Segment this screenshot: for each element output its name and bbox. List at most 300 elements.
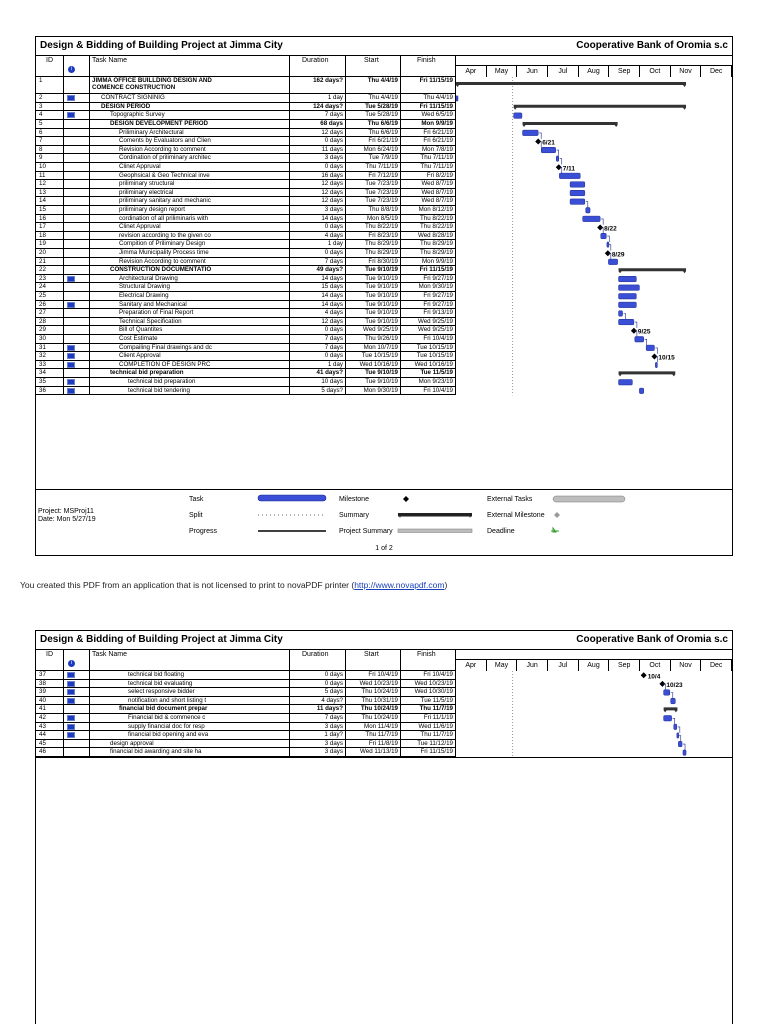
task-duration: 14 days [290, 292, 346, 301]
task-bar[interactable] [523, 130, 539, 136]
task-id: 31 [36, 344, 64, 353]
table-row[interactable] [36, 172, 456, 181]
task-bar[interactable] [556, 156, 558, 162]
task-id: 27 [36, 309, 64, 318]
indicator-cell [64, 326, 90, 335]
task-finish: Thu 11/7/19 [401, 731, 456, 740]
task-bar[interactable] [677, 733, 679, 739]
task-duration: 3 days [290, 723, 346, 732]
table-row[interactable] [36, 748, 456, 757]
task-bar[interactable] [583, 216, 600, 222]
milestone-label: 10/4 [647, 673, 661, 681]
task-finish: Fri 9/27/19 [401, 301, 456, 310]
task-duration: 1 day? [290, 731, 346, 740]
task-bar[interactable] [674, 724, 677, 730]
table-row[interactable] [36, 671, 456, 680]
task-name [90, 723, 290, 732]
task-name-line: design approval [110, 739, 154, 747]
novapdf-notice: You created this PDF from an application that is not licensed to print to novaPDF printer (http://www.novapdf.com) [20, 580, 448, 590]
task-duration: 14 days [290, 275, 346, 284]
indicator-cell [64, 748, 90, 757]
task-name [90, 378, 290, 387]
empty-area-divider [36, 757, 732, 758]
task-name-line: Revision According to comment [119, 145, 206, 153]
table-row[interactable] [36, 714, 456, 723]
task-name [90, 301, 290, 310]
legend-progress: Progress [189, 528, 218, 535]
table-row[interactable] [36, 129, 456, 138]
legend-summary: Summary [339, 512, 369, 519]
task-finish: Fri 10/4/19 [401, 335, 456, 344]
milestone-label: 7/11 [562, 165, 576, 173]
task-start: Thu 8/22/19 [346, 223, 401, 232]
col-finish-2: Finish [401, 649, 456, 671]
task-name-line: Technical Specification [119, 317, 182, 325]
task-id: 43 [36, 723, 64, 732]
task-finish: Tue 10/15/19 [401, 352, 456, 361]
task-id: 28 [36, 318, 64, 327]
legend-project-summary: Project Summary [339, 528, 393, 535]
task-name [90, 111, 290, 120]
task-finish: Mon 7/8/19 [401, 146, 456, 155]
month-aug: Aug [579, 66, 610, 77]
table-row[interactable] [36, 189, 456, 198]
info-icon: i [68, 66, 75, 73]
indicator-cell [64, 258, 90, 267]
table-row[interactable] [36, 137, 456, 146]
table-row[interactable] [36, 215, 456, 224]
task-name-line: Clinet Appruval [119, 163, 161, 170]
task-name [90, 197, 290, 206]
task-finish: Thu 8/22/19 [401, 215, 456, 224]
indicator-cell [64, 292, 90, 301]
table-row[interactable] [36, 240, 456, 249]
task-bar[interactable] [646, 345, 654, 351]
task-bar[interactable] [655, 362, 657, 368]
table-row[interactable] [36, 680, 456, 689]
task-finish: Thu 7/11/19 [401, 163, 456, 172]
task-bar[interactable] [683, 750, 686, 756]
table-row[interactable] [36, 387, 456, 396]
task-name-line: Architectural Drawing [119, 274, 178, 282]
table-row[interactable] [36, 266, 456, 275]
task-finish: Fri 11/15/19 [401, 266, 456, 275]
task-id: 26 [36, 301, 64, 310]
table-row[interactable] [36, 77, 456, 94]
task-name-line: Revision According to comment [119, 257, 206, 265]
task-start: Thu 10/31/19 [346, 697, 401, 706]
task-name [90, 240, 290, 249]
task-name-line: technical bid evaluating [128, 679, 193, 687]
table-row[interactable] [36, 318, 456, 327]
task-id: 9 [36, 154, 64, 163]
table-row[interactable] [36, 103, 456, 112]
task-duration: 0 days [290, 326, 346, 335]
task-duration: 7 days [290, 344, 346, 353]
indicator-cell [64, 697, 90, 706]
task-id: 17 [36, 223, 64, 232]
indicator-cell [64, 206, 90, 215]
table-row[interactable] [36, 275, 456, 284]
task-finish: Wed 9/25/19 [401, 318, 456, 327]
month-sep: Sep [609, 66, 640, 77]
task-id: 25 [36, 292, 64, 301]
table-row[interactable] [36, 369, 456, 378]
table-row[interactable] [36, 378, 456, 387]
task-start: Mon 8/5/19 [346, 215, 401, 224]
table-row[interactable] [36, 352, 456, 361]
task-start: Tue 7/23/19 [346, 197, 401, 206]
dependency-arrow [671, 693, 673, 699]
note-icon [67, 353, 75, 359]
indicator-cell [64, 309, 90, 318]
task-bar[interactable] [619, 311, 623, 317]
dependency-arrow [586, 202, 588, 208]
task-name-line: JIMMA OFFICE BUILLDING DESIGN AND [92, 77, 212, 84]
task-bar[interactable] [639, 388, 643, 394]
table-row[interactable] [36, 697, 456, 706]
task-start: Tue 5/28/19 [346, 103, 401, 112]
table-row[interactable] [36, 146, 456, 155]
table-row[interactable] [36, 163, 456, 172]
table-row[interactable] [36, 232, 456, 241]
task-bar[interactable] [635, 337, 644, 343]
table-row[interactable] [36, 361, 456, 370]
indicator-cell [64, 172, 90, 181]
task-name-line: technical bid preparation [128, 378, 196, 385]
task-id: 30 [36, 335, 64, 344]
task-name [90, 77, 290, 94]
task-name [90, 283, 290, 292]
note-icon [67, 345, 75, 351]
task-duration: 11 days [290, 146, 346, 155]
summary-bar[interactable] [664, 707, 678, 712]
task-name-line: Structural Drawing [119, 283, 170, 291]
task-bar[interactable] [619, 380, 633, 386]
table-row[interactable] [36, 120, 456, 129]
gantt-bars [456, 77, 732, 482]
indicator-cell [64, 352, 90, 361]
table-row[interactable] [36, 206, 456, 215]
task-name-line: Coments by Evaluators and Clien [119, 137, 211, 145]
month-oct: Oct [640, 66, 671, 77]
task-bar[interactable] [456, 96, 458, 102]
summary-bar[interactable] [619, 268, 686, 273]
task-bar[interactable] [559, 173, 580, 179]
task-start: Tue 9/10/19 [346, 318, 401, 327]
task-start: Thu 10/24/19 [346, 714, 401, 723]
table-row[interactable] [36, 283, 456, 292]
task-bar[interactable] [514, 113, 522, 119]
task-duration: 16 days [290, 172, 346, 181]
project-title-2: Design & Bidding of Building Project at Jimma City [40, 634, 283, 645]
task-start: Tue 9/10/19 [346, 266, 401, 275]
task-finish: Mon 9/23/19 [401, 378, 456, 387]
dependency-arrow [683, 744, 685, 750]
table-row[interactable] [36, 249, 456, 258]
table-row[interactable] [36, 154, 456, 163]
task-duration: 41 days? [290, 369, 346, 378]
task-name [90, 249, 290, 258]
task-finish: Wed 8/7/19 [401, 189, 456, 198]
dependency-arrow [539, 133, 541, 139]
task-bar[interactable] [601, 233, 607, 239]
task-id: 19 [36, 240, 64, 249]
table-row[interactable] [36, 111, 456, 120]
indicator-cell [64, 111, 90, 120]
milestone-diamond[interactable] [641, 672, 647, 678]
task-start: Thu 4/4/19 [346, 77, 401, 94]
task-start: Mon 10/7/19 [346, 344, 401, 353]
task-bar[interactable] [586, 208, 590, 214]
task-start: Thu 8/29/19 [346, 240, 401, 249]
table-row[interactable] [36, 309, 456, 318]
task-finish: Fri 9/27/19 [401, 275, 456, 284]
task-bar[interactable] [570, 190, 585, 196]
table-row[interactable] [36, 344, 456, 353]
task-bar[interactable] [619, 319, 634, 325]
task-finish: Fri 11/15/19 [401, 77, 456, 94]
indicator-cell [64, 740, 90, 749]
task-duration: 7 days [290, 258, 346, 267]
month-dec: Dec [701, 660, 732, 671]
task-start: Tue 9/10/19 [346, 275, 401, 284]
task-name-line: technical bid floating [128, 671, 185, 678]
indicator-cell [64, 94, 90, 103]
task-duration: 0 days [290, 223, 346, 232]
task-bar[interactable] [570, 199, 585, 205]
task-name [90, 163, 290, 172]
task-name-line: CONSTRUCTION DOCUMENTATIO [110, 266, 212, 274]
task-name [90, 748, 290, 757]
indicator-cell [64, 240, 90, 249]
month-jul: Jul [548, 660, 579, 671]
task-name [90, 103, 290, 112]
task-bar[interactable] [678, 741, 682, 747]
dependency-arrow [557, 150, 559, 156]
task-id: 35 [36, 378, 64, 387]
legend-split: Split [189, 512, 203, 519]
indicator-cell [64, 688, 90, 697]
task-finish: Wed 9/25/19 [401, 326, 456, 335]
table-row[interactable] [36, 335, 456, 344]
month-jun: Jun [517, 66, 548, 77]
task-bar[interactable] [664, 690, 670, 696]
task-finish: Thu 4/4/19 [401, 94, 456, 103]
dependency-arrow [624, 314, 626, 320]
task-name [90, 275, 290, 284]
legend-symbols [36, 490, 734, 540]
task-name [90, 129, 290, 138]
task-id: 8 [36, 146, 64, 155]
task-start: Thu 10/24/19 [346, 705, 401, 714]
task-finish: Fri 9/13/19 [401, 309, 456, 318]
task-bar[interactable] [619, 285, 640, 291]
summary-bar[interactable] [523, 122, 618, 127]
indicator-cell [64, 275, 90, 284]
task-finish: Fri 10/4/19 [401, 671, 456, 680]
task-name [90, 714, 290, 723]
table-row[interactable] [36, 688, 456, 697]
company-name: Cooperative Bank of Oromia s.c [576, 40, 728, 51]
task-finish: Fri 10/4/19 [401, 387, 456, 396]
task-name [90, 206, 290, 215]
task-bar[interactable] [619, 294, 637, 300]
task-id: 18 [36, 232, 64, 241]
col-task-name-2: Task Name [90, 649, 290, 671]
gantt-page-1 [35, 36, 733, 556]
table-row[interactable] [36, 94, 456, 103]
task-start: Fri 6/21/19 [346, 137, 401, 146]
table-row[interactable] [36, 197, 456, 206]
table-row[interactable] [36, 731, 456, 740]
page-number: 1 of 2 [375, 545, 393, 552]
task-name [90, 740, 290, 749]
task-name-line: Cordination of priliminary architec [119, 154, 211, 162]
task-start: Thu 7/11/19 [346, 163, 401, 172]
table-row[interactable] [36, 292, 456, 301]
task-duration: 0 days [290, 680, 346, 689]
task-id: 23 [36, 275, 64, 284]
task-id: 2 [36, 94, 64, 103]
task-name-line: Sanitary and Mechanical [119, 300, 187, 308]
task-bar[interactable] [541, 147, 555, 153]
task-finish: Fri 6/21/19 [401, 137, 456, 146]
indicator-cell [64, 318, 90, 327]
novapdf-link[interactable]: http://www.novapdf.com [354, 580, 445, 590]
task-duration: 49 days? [290, 266, 346, 275]
indicator-cell [64, 266, 90, 275]
task-bar[interactable] [570, 182, 585, 188]
note-icon [67, 698, 75, 704]
task-duration: 1 day [290, 94, 346, 103]
indicator-cell [64, 731, 90, 740]
table-row[interactable] [36, 258, 456, 267]
table-row[interactable] [36, 723, 456, 732]
task-name [90, 369, 290, 378]
task-finish: Wed 11/6/19 [401, 723, 456, 732]
month-aug: Aug [579, 660, 610, 671]
task-id: 14 [36, 197, 64, 206]
month-nov: Nov [671, 660, 702, 671]
task-start: Tue 9/10/19 [346, 301, 401, 310]
task-name [90, 180, 290, 189]
task-name [90, 326, 290, 335]
task-duration: 12 days [290, 180, 346, 189]
task-id: 5 [36, 120, 64, 129]
task-name-line: Electrical Drawing [119, 292, 169, 299]
task-start: Thu 9/26/19 [346, 335, 401, 344]
task-start: Fri 7/12/19 [346, 172, 401, 181]
task-name-line: COMENCE CONSTRUCTION [92, 84, 176, 91]
task-id: 12 [36, 180, 64, 189]
task-bar[interactable] [619, 276, 637, 282]
task-name-line: DESIGN PERIOD [101, 102, 151, 110]
task-start: Thu 6/6/19 [346, 120, 401, 129]
task-id: 6 [36, 129, 64, 138]
indicator-cell [64, 146, 90, 155]
task-duration: 124 days? [290, 103, 346, 112]
task-finish: Mon 9/9/19 [401, 120, 456, 129]
table-row[interactable] [36, 180, 456, 189]
legend-task: Task [189, 496, 204, 503]
legend [36, 489, 732, 540]
indicator-cell [64, 378, 90, 387]
task-duration: 14 days [290, 215, 346, 224]
note-icon [67, 379, 75, 385]
task-start: Tue 5/28/19 [346, 111, 401, 120]
task-name [90, 266, 290, 275]
col-id: ID [36, 55, 64, 77]
task-name [90, 292, 290, 301]
milestone-label: 10/23 [666, 681, 683, 689]
table-row[interactable] [36, 705, 456, 714]
summary-bar[interactable] [456, 82, 686, 87]
task-bar[interactable] [608, 259, 617, 265]
task-name [90, 352, 290, 361]
task-name [90, 671, 290, 680]
month-jul: Jul [548, 66, 579, 77]
legend-deadline: Deadline [487, 528, 515, 535]
indicator-cell [64, 361, 90, 370]
legend-date: Date: Mon 5/27/19 [38, 516, 96, 523]
task-finish: Mon 9/9/19 [401, 258, 456, 267]
indicator-cell [64, 197, 90, 206]
note-icon [67, 724, 75, 730]
indicator-cell [64, 723, 90, 732]
task-id: 24 [36, 283, 64, 292]
note-icon [67, 681, 75, 687]
month-sep: Sep [609, 660, 640, 671]
indicator-cell [64, 129, 90, 138]
table-row[interactable] [36, 326, 456, 335]
task-start: Tue 7/23/19 [346, 189, 401, 198]
summary-bar[interactable] [514, 105, 686, 110]
table-row[interactable] [36, 223, 456, 232]
task-name-line: Client Approval [119, 352, 161, 360]
task-name [90, 335, 290, 344]
task-duration: 11 days? [290, 705, 346, 714]
task-name [90, 387, 290, 396]
indicator-cell [64, 103, 90, 112]
col-id-2: ID [36, 649, 64, 671]
task-duration: 12 days [290, 318, 346, 327]
task-name-line: priliminary sanitary and mechanic [119, 197, 211, 205]
legend-external-milestone: External Milestone [487, 512, 545, 519]
task-id: 4 [36, 111, 64, 120]
task-bar[interactable] [607, 242, 609, 248]
table-row[interactable] [36, 740, 456, 749]
task-bar[interactable] [671, 698, 676, 704]
task-finish: Wed 8/28/19 [401, 232, 456, 241]
legend-milestone: Milestone [339, 496, 369, 503]
task-bar[interactable] [664, 716, 672, 722]
task-name [90, 697, 290, 706]
task-id: 10 [36, 163, 64, 172]
task-duration: 0 days [290, 249, 346, 258]
task-finish: Mon 9/30/19 [401, 283, 456, 292]
task-bar[interactable] [619, 302, 637, 308]
table-row[interactable] [36, 301, 456, 310]
page-header [36, 37, 732, 56]
task-name-line: Financial bid & commence c [128, 714, 206, 721]
indicator-cell [64, 137, 90, 146]
note-icon [67, 715, 75, 721]
task-finish: Fri 8/2/19 [401, 172, 456, 181]
summary-bar[interactable] [619, 371, 676, 376]
col-info-2 [64, 649, 90, 671]
note-icon [67, 362, 75, 368]
